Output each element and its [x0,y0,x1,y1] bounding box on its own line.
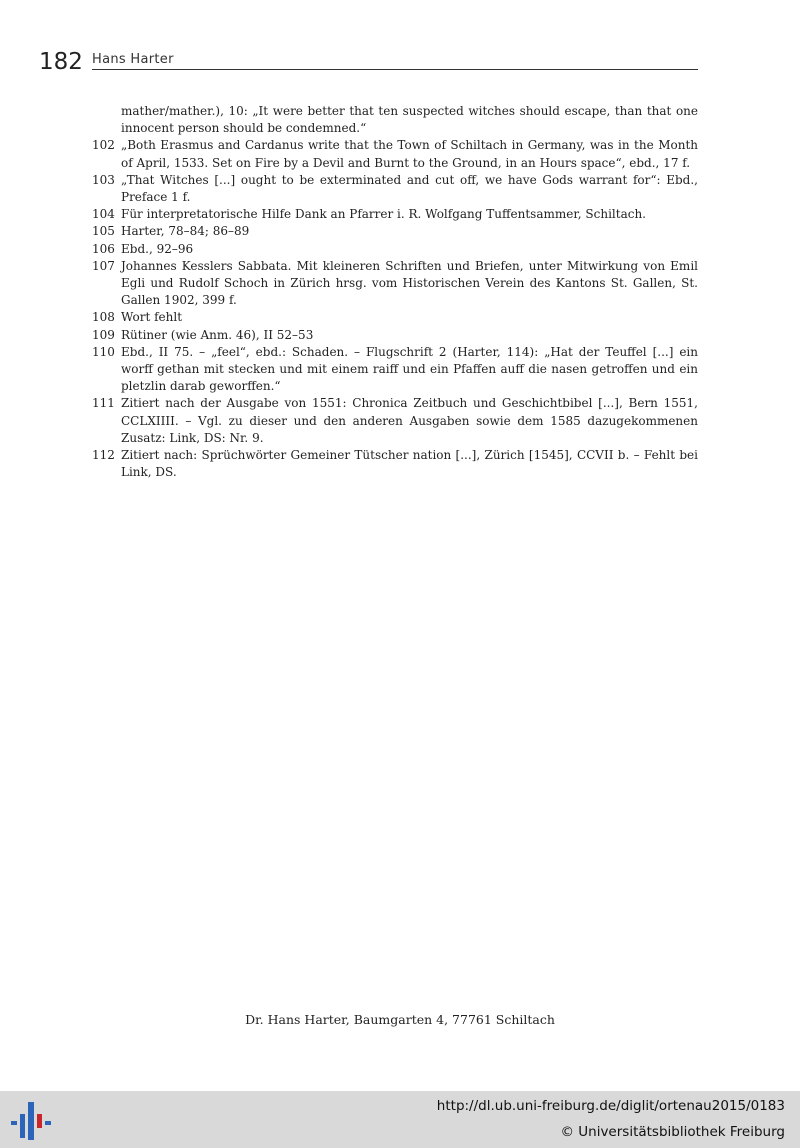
copyright-text: © Universitätsbibliothek Freiburg [560,1124,785,1140]
author-address: Dr. Hans Harter, Baumgarten 4, 77761 Schiltach [245,1012,555,1027]
footnote-text: Johannes Kesslers Sabbata. Mit kleineren Schriften und Briefen, unter Mitwirkung von Emil Egli und Rudolf Schoch in Zürich hrsg. vom Historischen Verein des Kantons St. Gallen, St. Gallen 1902, 399 f. [121,258,698,308]
footnote-text: Rütiner (wie Anm. 46), II 52–53 [121,327,314,342]
footnote [90,344,698,396]
footnote-number: 107 [92,258,115,273]
footnote [90,447,698,481]
footnote-text: „That Witches [...] ought to be exterminated and cut off, we have Gods warrant for“: Ebd., Preface 1 f. [121,172,698,205]
footnote-text: Harter, 78–84; 86–89 [121,224,250,239]
footnote [90,258,698,310]
document-url-link[interactable]: http://dl.ub.uni-freiburg.de/diglit/ortenau2015/0183 [436,1098,785,1114]
footnote-text: Zitiert nach der Ausgabe von 1551: Chronica Zeitbuch und Geschichtbibel [...], Bern 1551, CCLXIIII. – Vgl. zu dieser und den anderen Ausgaben sowie dem 1585 dazugekommenen Zusatz: Link, DS: Nr. 9. [121,396,698,445]
footnote [90,395,698,447]
footnote-number: 111 [92,396,115,411]
footnote-text: Zitiert nach: Sprüchwörter Gemeiner Tütscher nation [...], Zürich [1545], CCVII b. – Fehlt bei Link, DS. [121,448,698,480]
footnote-number: 109 [92,327,115,342]
footnote-text: Ebd., II 75. – „feel“, ebd.: Schaden. – Flugschrift 2 (Harter, 114): „Hat der Teuffel [...] ein worff gethan mit stecken und mit einem raiff und ein Pfaffen auff die nasen getroffen und ein pletzlin darab geworffen.“ [121,344,698,394]
footnote-number: 105 [92,224,115,239]
page-number: 182 [39,49,83,75]
footer-bar [0,1091,800,1148]
header-rule [92,69,698,70]
ub-freiburg-logo-icon[interactable] [11,1100,51,1142]
footnote [90,309,698,326]
footnote [90,206,698,223]
footnote-number: 108 [92,310,115,325]
footnote [90,172,698,206]
footnote-number: 106 [92,241,115,256]
footnote [90,103,698,137]
footnote [90,137,698,171]
footnote-text: Ebd., 92–96 [121,241,194,256]
running-head: Hans Harter [92,52,174,67]
footnote [90,327,698,344]
footnote-number: 112 [92,448,115,463]
footnote-number: 102 [92,138,115,153]
footnotes-list [90,103,698,481]
footnote-text: Für interpretatorische Hilfe Dank an Pfarrer i. R. Wolfgang Tuffentsammer, Schiltach. [121,207,646,222]
footnote-number: 104 [92,207,115,222]
footnote-text: Wort fehlt [121,310,183,325]
footnote-text: mather/mather.), 10: „It were better that ten suspected witches should escape, than that one innocent person should be condemned.“ [121,104,698,136]
footnote-number: 110 [92,344,115,359]
footnote [90,241,698,258]
footnote-text: „Both Erasmus and Cardanus write that the Town of Schiltach in Germany, was in the Month of April, 1533. Set on Fire by a Devil and Burnt to the Ground, in an Hours space“, ebd., 17 f. [121,138,698,170]
footnote-number: 103 [92,172,115,187]
footnote [90,223,698,240]
